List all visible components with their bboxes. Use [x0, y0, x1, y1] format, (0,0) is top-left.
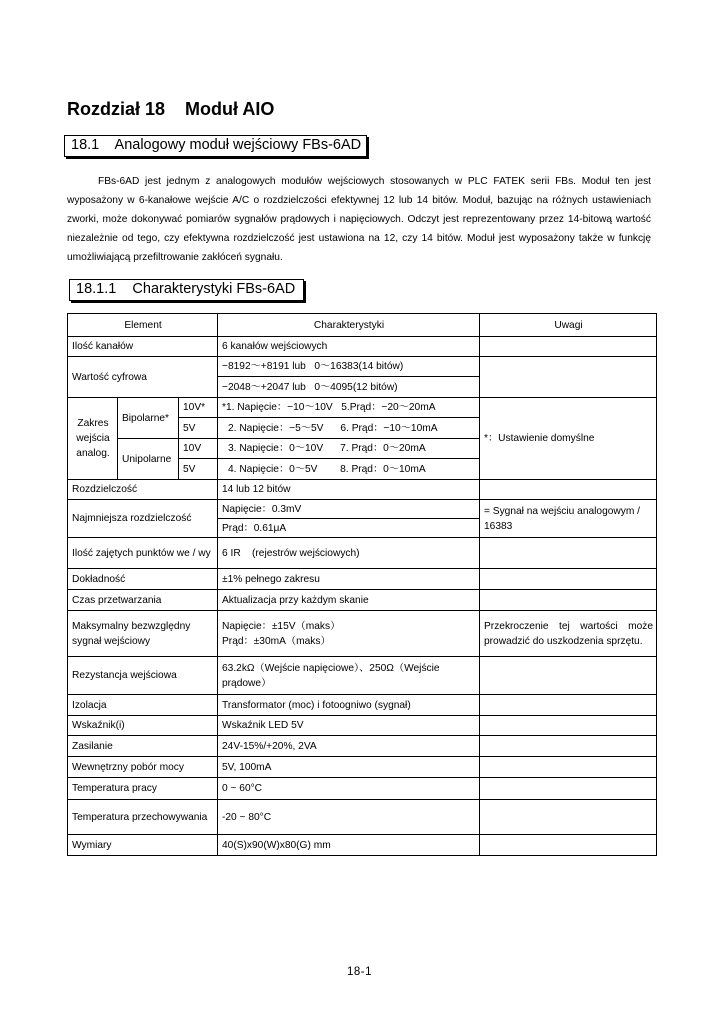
row-value: ±1% pełnego zakresu — [218, 569, 480, 590]
row-label: Czas przetwarzania — [68, 590, 218, 611]
unipolar-label: Unipolarne — [118, 439, 179, 480]
table-row — [68, 757, 657, 778]
row-value: Transformator (moc) i fotoogniwo (sygnał) — [218, 695, 480, 716]
row-note — [480, 778, 657, 800]
range-value: 4. Napięcie：0～5V 8. Prąd：0～10mA — [218, 459, 480, 480]
row-note — [480, 695, 657, 716]
row-value: 0 ~ 60°C — [218, 778, 480, 800]
row-value-line: Napięcie：±15V（maks） — [222, 620, 341, 632]
row-value: 5V, 100mA — [218, 757, 480, 778]
row-value: 14 lub 12 bitów — [218, 480, 480, 500]
row-value: Aktualizacja przy każdym skanie — [218, 590, 480, 611]
row-value: 40(S)x90(W)x80(G) mm — [218, 835, 480, 856]
row-note — [480, 590, 657, 611]
table-row — [68, 611, 657, 657]
row-label: Maksymalny bezwzględny sygnał wejściowy — [68, 611, 218, 657]
row-label: Temperatura pracy — [68, 778, 218, 800]
characteristics-table — [67, 313, 657, 856]
table-row — [68, 569, 657, 590]
row-label: Temperatura przechowywania — [68, 800, 218, 835]
header-characteristics: Charakterystyki — [218, 314, 480, 337]
row-value: Wskaźnik LED 5V — [218, 716, 480, 736]
row-value: -20 ~ 80°C — [218, 800, 480, 835]
row-value: −8192～+8191 lub 0～16383(14 bitów) — [218, 357, 480, 377]
table-row — [68, 657, 657, 695]
range-voltage: 5V — [179, 418, 218, 439]
range-voltage: 10V — [179, 439, 218, 459]
row-label: Ilość zajętych punktów we / wy — [68, 538, 218, 569]
range-value: 3. Napięcie：0～10V 7. Prąd：0～20mA — [218, 439, 480, 459]
row-value: Prąd：0.61μA — [218, 519, 480, 538]
row-value: Napięcie：0.3mV — [218, 500, 480, 519]
row-label: Izolacja — [68, 695, 218, 716]
row-label: Wartość cyfrowa — [68, 357, 218, 398]
row-value-line: Prąd：±30mA（maks） — [222, 635, 331, 647]
row-note — [480, 716, 657, 736]
table-row — [68, 590, 657, 611]
row-note — [480, 835, 657, 856]
row-value: 63.2kΩ（Wejście napięciowe）、250Ω（Wejście prądowe） — [218, 657, 480, 695]
table-row — [68, 357, 657, 377]
table-row — [68, 398, 657, 418]
table-row — [68, 500, 657, 519]
table-row — [68, 480, 657, 500]
section-title: 18.1 Analogowy moduł wejściowy FBs-6AD — [64, 135, 367, 157]
row-label: Wskaźnik(i) — [68, 716, 218, 736]
table-row — [68, 337, 657, 357]
row-value: 6 IR (rejestrów wejściowych) — [218, 538, 480, 569]
row-value: 6 kanałów wejściowych — [218, 337, 480, 357]
table-row — [68, 800, 657, 835]
row-note — [480, 357, 657, 398]
subsection-title: 18.1.1 Charakterystyki FBs-6AD — [69, 279, 304, 301]
table-row — [68, 538, 657, 569]
row-label: Najmniejsza rozdzielczość — [68, 500, 218, 538]
page-number: 18-1 — [347, 966, 373, 978]
table-row — [68, 736, 657, 757]
table-header-row — [68, 314, 657, 337]
header-element: Element — [68, 314, 218, 337]
range-note: *：Ustawienie domyślne — [480, 398, 657, 480]
table-row — [68, 778, 657, 800]
row-value — [218, 611, 480, 657]
range-value: *1. Napięcie：−10～10V 5.Prąd：−20～20mA — [218, 398, 480, 418]
range-label: Zakres wejścia analog. — [68, 398, 118, 480]
row-note — [480, 800, 657, 835]
row-note: Przekroczenie tej wartości może prowadzić do uszkodzenia sprzętu. — [480, 611, 657, 657]
row-value: −2048～+2047 lub 0～4095(12 bitów) — [218, 377, 480, 398]
header-notes: Uwagi — [480, 314, 657, 337]
row-label: Ilość kanałów — [68, 337, 218, 357]
row-label: Rozdzielczość — [68, 480, 218, 500]
row-note — [480, 657, 657, 695]
row-label: Wewnętrzny pobór mocy — [68, 757, 218, 778]
row-note — [480, 538, 657, 569]
table-row — [68, 695, 657, 716]
row-note — [480, 757, 657, 778]
range-voltage: 5V — [179, 459, 218, 480]
table-row — [68, 835, 657, 856]
row-label: Zasilanie — [68, 736, 218, 757]
table-row — [68, 716, 657, 736]
row-label: Rezystancja wejściowa — [68, 657, 218, 695]
row-value: 24V-15%/+20%, 2VA — [218, 736, 480, 757]
bipolar-label: Bipolarne* — [118, 398, 179, 439]
chapter-title: Rozdział 18 Moduł AIO — [67, 99, 275, 119]
row-label: Wymiary — [68, 835, 218, 856]
range-voltage: 10V* — [179, 398, 218, 418]
row-note — [480, 569, 657, 590]
intro-paragraph: FBs-6AD jest jednym z analogowych modułów wejściowych stosowanych w PLC FATEK serii FBs. Moduł ten jest wyposażony w 6-kanałowe wejście A/C o rozdzielczości efektywnej 12 lub 14 bitów. Moduł, bazując na różnych ustawieniach zworki, może dokonywać pomiarów sygnałów prądowych i napięciowych. Odczyt jest reprezentowany przez 14-bitową wartość niezależnie od tego, czy efektywna rozdzielczość jest ustawiona na 12, czy 14 bitów. Moduł jest wyposażony także w funkcję umożliwiającą przefiltrowanie zakłóceń sygnału. — [67, 176, 651, 263]
row-note — [480, 337, 657, 357]
range-value: 2. Napięcie：−5～5V 6. Prąd：−10～10mA — [218, 418, 480, 439]
row-label: Dokładność — [68, 569, 218, 590]
row-note: = Sygnał na wejściu analogowym / 16383 — [480, 500, 657, 538]
row-note — [480, 736, 657, 757]
row-note — [480, 480, 657, 500]
